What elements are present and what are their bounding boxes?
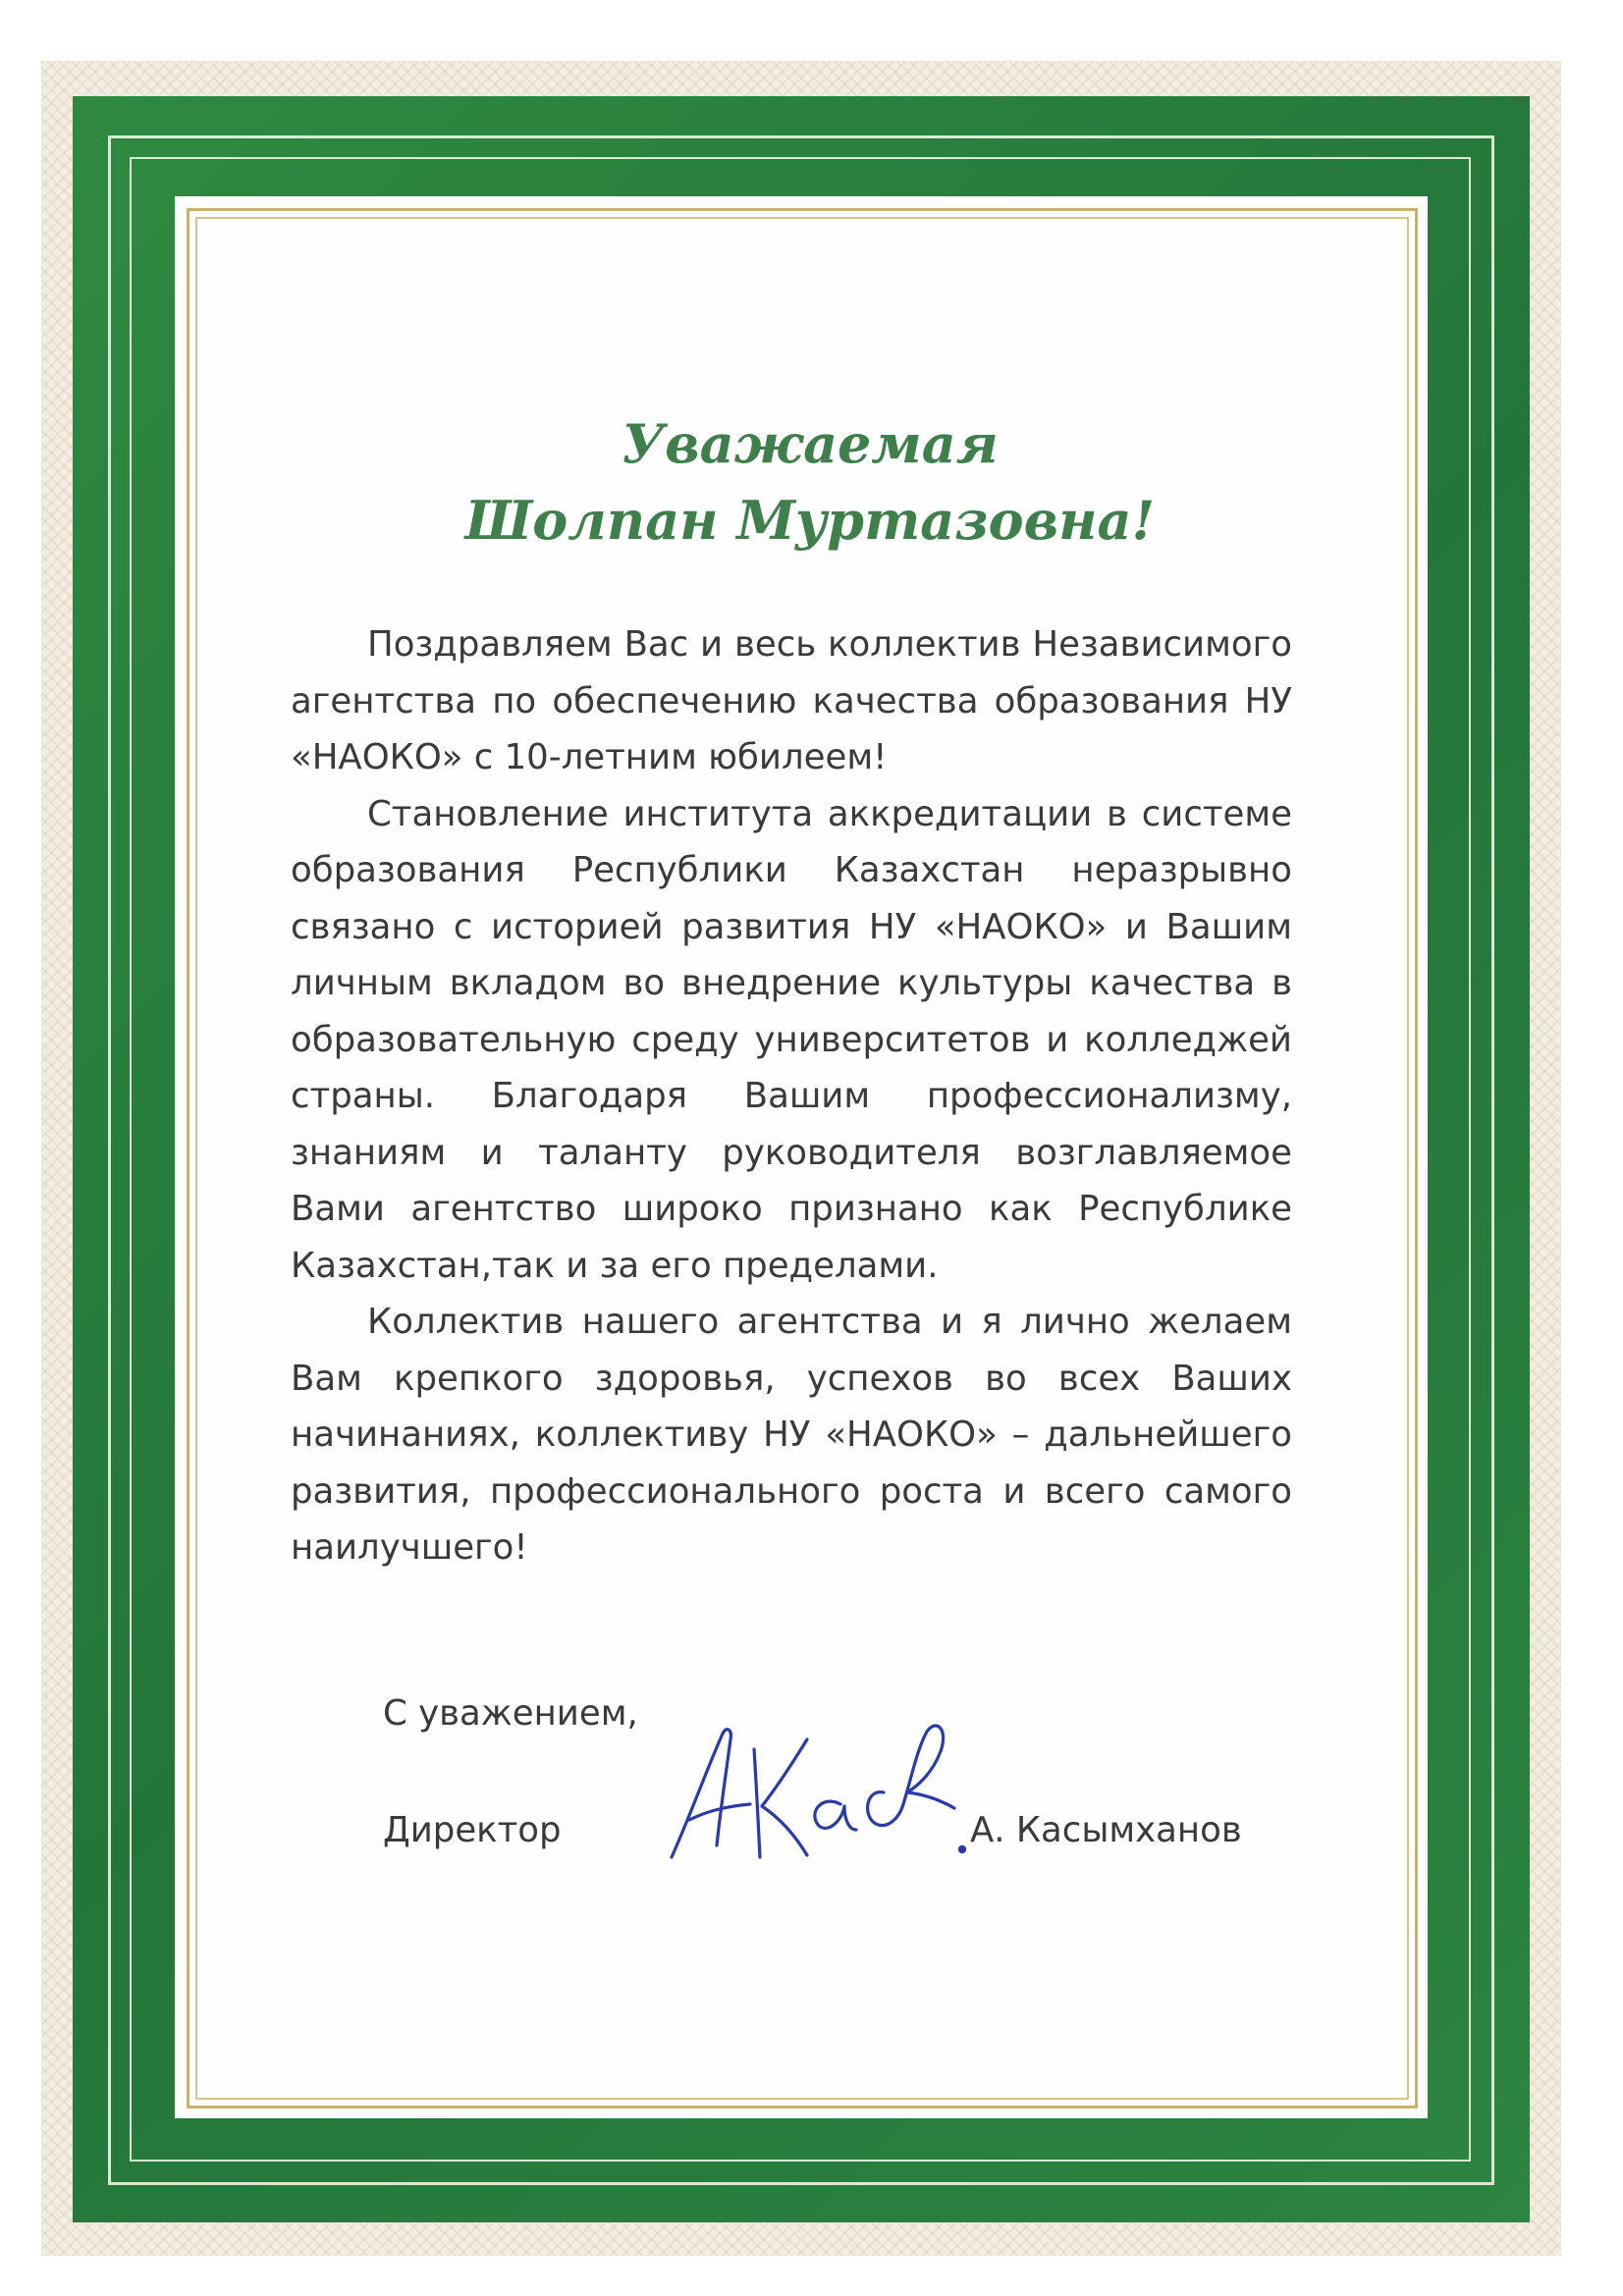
paragraph-history: Становление института аккредитации в системе образования Республики Казахстан неразрывно связано с историей развития НУ «НАОКО» и Вашим личным вкладом во внедрение культуры качества в образовательную среду университетов и колледжей страны. Благодаря Вашим профессионализму, знаниям и таланту руководителя возглавляемое Вами агентство широко признано как Республике Казахстан,так и за его пределами. — [291, 793, 1292, 1286]
salutation-line-1: Уважаемая — [622, 412, 999, 475]
handwritten-signature-icon — [660, 1710, 974, 1877]
paragraph-congratulations: Поздравляем Вас и весь коллектив Независимого агентства по обеспечению качества образования НУ «НАОКО» с 10-летним юбилеем! — [291, 624, 1292, 777]
paragraph-wishes: Коллектив нашего агентства и я лично желаем Вам крепкого здоровья, успехов во всех Ваших начинаниях, коллективу НУ «НАОКО» – дальнейшего развития, профессионального роста и всего самого наилучшего! — [291, 1302, 1292, 1568]
letter-body — [291, 616, 1292, 1576]
signer-position: Директор — [383, 1810, 562, 1850]
signer-name: А. Касымханов — [970, 1810, 1242, 1850]
salutation-line-2: Шолпан Муртазовна! — [464, 489, 1156, 552]
closing-phrase: С уважением, — [383, 1693, 638, 1734]
